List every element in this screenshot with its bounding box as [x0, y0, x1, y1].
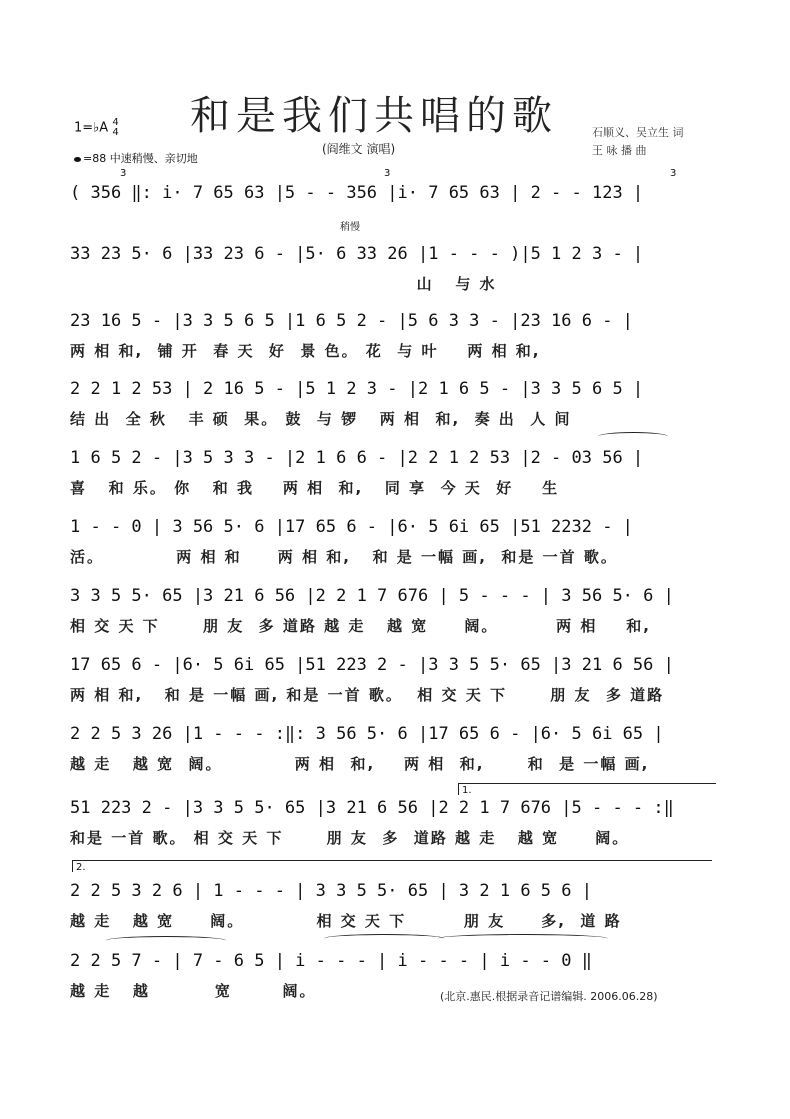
score-lyrics	[70, 212, 720, 232]
triplet-mark: 3	[120, 168, 127, 179]
composer-credit: 王 咏 播 曲	[592, 144, 647, 157]
time-bottom: 4	[112, 127, 119, 138]
ending-1-label: 1.	[462, 785, 472, 796]
ending-2-tick	[72, 860, 73, 872]
score-lyrics: 结 出 全 秋 丰 硕 果。 鼓 与 锣 两 相 和, 奏 出 人 间	[70, 410, 572, 428]
ending-1-tick	[458, 783, 459, 795]
score-notes: 33 23 5· 6 |33 23 6 - |5· 6 33 26 |1 - - - )|5 1 2 3 - |	[70, 244, 644, 264]
score-notes: ( 356 ‖: i· 7 65 63 |5 - - 356 |i· 7 65 63 | 2 - - 123 |	[70, 183, 644, 203]
score-lyrics: 两 相 和, 和 是 一幅 画, 和是 一首 歌。 相 交 天 下 朋 友 多 道路	[70, 686, 665, 704]
score-lyrics: 喜 和 乐。 你 和 我 两 相 和, 同 享 今 天 好 生	[70, 479, 560, 497]
triplet-mark: 3	[670, 168, 677, 179]
lyricist-credit: 石顺义、吴立生 词	[592, 126, 684, 139]
score-lyrics: 越 走 越 宽 阔。 相 交 天 下 朋 友 多, 道 路	[70, 912, 622, 930]
score-lyrics: 相 交 天 下 朋 友 多 道路 越 走 越 宽 阔。 两 相 和,	[70, 617, 651, 635]
score-notes: 3 3 5 5· 65 |3 21 6 56 |2 2 1 7 676 | 5 - - - | 3 56 5· 6 |	[70, 586, 674, 606]
slur	[106, 936, 226, 945]
performer-credit: (阎维文 演唱)	[322, 142, 396, 156]
tempo-change-mark: 稍慢	[340, 222, 360, 233]
score-notes: 1 6 5 2 - |3 5 3 3 - |2 1 6 6 - |2 2 1 2 53 |2 - 03 56 |	[70, 448, 644, 468]
ending-2-line	[72, 860, 712, 861]
score-notes: 2 2 5 7 - | 7 - 6 5 | i - - - | i - - - | i - - 0 ‖	[70, 951, 592, 971]
triplet-mark: 3	[384, 168, 391, 179]
time-top: 4	[112, 117, 119, 128]
key-label: 1=♭A	[74, 120, 109, 136]
ending-1-line	[458, 783, 716, 784]
score-notes: 51 223 2 - |3 3 5 5· 65 |3 21 6 56 |2 2 1 7 676 |5 - - - :‖	[70, 798, 674, 818]
time-signature	[112, 118, 118, 138]
slur	[438, 934, 608, 943]
score-lyrics: 越 走 越 宽 阔。	[70, 982, 317, 1000]
score-notes: 1 - - 0 | 3 56 5· 6 |17 65 6 - |6· 5 6i 65 |51 2232 - |	[70, 517, 633, 537]
score-lyrics: 和是 一首 歌。 相 交 天 下 朋 友 多 道路 越 走 越 宽 阔。	[70, 829, 630, 847]
slur	[324, 934, 444, 943]
score-notes: 2 2 1 2 53 | 2 16 5 - |5 1 2 3 - |2 1 6 5 - |3 3 5 6 5 |	[70, 379, 644, 399]
score-notes: 23 16 5 - |3 3 5 6 5 |1 6 5 2 - |5 6 3 3 - |23 16 6 - |	[70, 311, 633, 331]
slur	[598, 432, 668, 441]
key-signature	[74, 118, 119, 138]
score-lyrics: 两 相 和, 铺 开 春 天 好 景 色。 花 与 叶 两 相 和,	[70, 342, 541, 360]
score-notes: 2 2 5 3 26 |1 - - - :‖: 3 56 5· 6 |17 65 6 - |6· 5 6i 65 |	[70, 724, 664, 744]
song-title: 和是我们共唱的歌	[190, 93, 558, 139]
score-notes: 17 65 6 - |6· 5 6i 65 |51 223 2 - |3 3 5 5· 65 |3 21 6 56 |	[70, 655, 674, 675]
quarter-note-icon	[74, 157, 81, 162]
score-lyrics: 越 走 越 宽 阔。 两 相 和, 两 相 和, 和 是 一幅 画,	[70, 755, 650, 773]
score-lyrics: 活。 两 相 和 两 相 和, 和 是 一幅 画, 和是 一首 歌。	[70, 548, 618, 566]
footnote: (北京.惠民.根据录音记谱编辑. 2006.06.28)	[440, 990, 658, 1003]
ending-2-label: 2.	[76, 862, 86, 873]
tempo-marking	[74, 150, 198, 166]
score-lyrics: 山 与 水	[70, 275, 497, 293]
tempo-label: =88 中速稍慢、亲切地	[83, 152, 198, 165]
score-notes: 2 2 5 3 2 6 | 1 - - - | 3 3 5 5· 65 | 3 2 1 6 5 6 |	[70, 881, 592, 901]
